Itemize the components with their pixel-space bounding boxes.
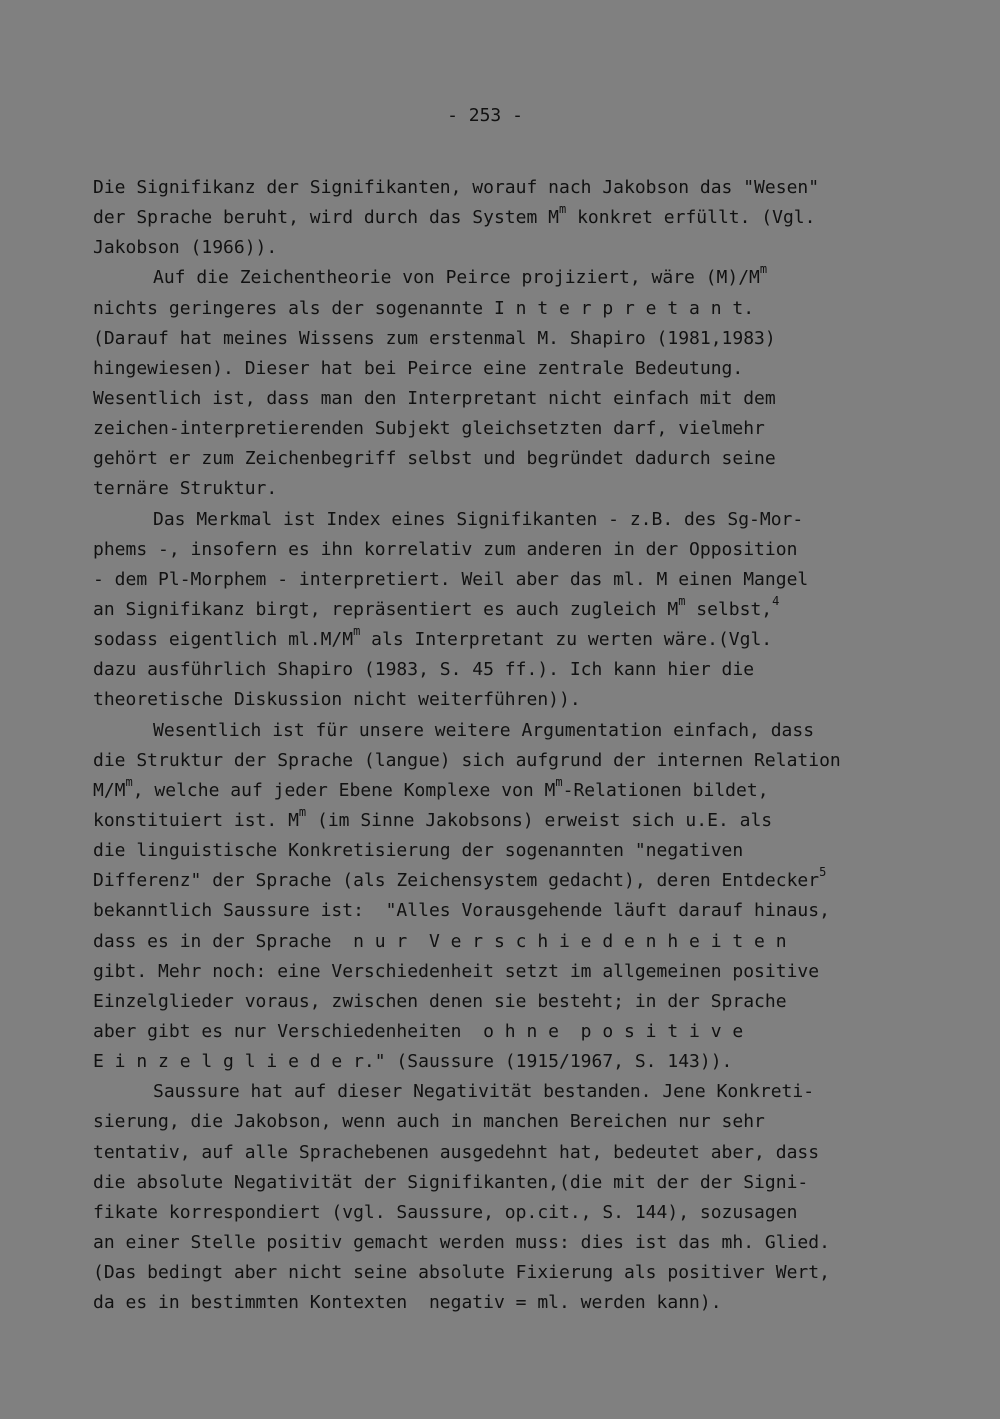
text-line: [93, 927, 953, 957]
text-run: die linguistische Konkretisierung der sogenannten "negativen: [93, 840, 744, 862]
text-run: (Das bedingt aber nicht seine absolute Fixierung als positiver Wert,: [93, 1262, 830, 1284]
text-line: [93, 1288, 953, 1318]
text-run: sodass eigentlich ml.M/M: [93, 629, 354, 651]
superscript: m: [298, 804, 307, 819]
text-run: , welche auf jeder Ebene Komplexe von M: [132, 779, 556, 801]
text-run: dass es in der Sprache n u r V e r s c h i e d e n h e i t e n: [93, 930, 787, 952]
text-line: [93, 1077, 953, 1107]
text-run: aber gibt es nur Verschiedenheiten o h n e p o s i t i v e: [93, 1020, 744, 1042]
text-line: [93, 836, 953, 866]
text-run: ternäre Struktur.: [93, 478, 278, 500]
text-run: Das Merkmal ist Index eines Signifikanten - z.B. des Sg-Mor-: [153, 508, 804, 530]
text-line: [93, 896, 953, 926]
text-line: [93, 685, 953, 715]
text-run: an Signifikanz birgt, repräsentiert es auch zugleich M: [93, 598, 679, 620]
text-line: [93, 354, 953, 384]
superscript: m: [555, 774, 563, 789]
text-run: konkret erfüllt. (Vgl.: [566, 207, 816, 229]
text-run: phems -, insofern es ihn korrelativ zum anderen in der Opposition: [93, 538, 798, 560]
text-line: [93, 474, 953, 504]
text-line: [93, 505, 953, 535]
text-line: [93, 625, 953, 655]
text-line: [93, 746, 953, 776]
superscript: 4: [772, 593, 780, 608]
text-line: [93, 414, 953, 444]
text-line: [93, 324, 953, 354]
text-run: E i n z e l g l i e d e r." (Saussure (1915/1967, S. 143)).: [93, 1051, 733, 1073]
text-run: nichts geringeres als der sogenannte I n t e r p r e t a n t.: [93, 297, 755, 319]
text-run: selbst,: [685, 598, 773, 620]
text-run: Jakobson (1966)).: [93, 237, 278, 259]
text-run: da es in bestimmten Kontexten negativ = ml. werden kann).: [93, 1292, 722, 1314]
text-run: die Struktur der Sprache (langue) sich aufgrund der internen Relation: [93, 749, 841, 771]
text-run: Die Signifikanz der Signifikanten, worauf nach Jakobson das "Wesen": [93, 177, 820, 198]
text-run: Saussure hat auf dieser Negativität bestanden. Jene Konkreti-: [153, 1081, 815, 1103]
text-run: konstituiert ist. M: [93, 809, 299, 831]
superscript: 5: [819, 865, 827, 880]
text-run: -Relationen bildet,: [562, 779, 769, 801]
superscript: m: [559, 202, 567, 217]
text-line: [93, 1047, 953, 1077]
text-run: die absolute Negativität der Signifikanten,(die mit der der Signi-: [93, 1171, 809, 1193]
superscript: m: [125, 774, 133, 789]
text-run: hingewiesen). Dieser hat bei Peirce eine zentrale Bedeutung.: [93, 357, 744, 379]
text-line: [93, 595, 953, 625]
text-run: Einzelglieder voraus, zwischen denen sie besteht; in der Sprache: [93, 990, 787, 1012]
text-line: [93, 233, 953, 263]
text-run: - dem Pl-Morphem - interpretiert. Weil aber das ml. M einen Mangel: [93, 568, 809, 590]
text-run: Differenz" der Sprache (als Zeichensystem gedacht), deren Entdecker: [93, 870, 820, 892]
text-line: [93, 957, 953, 987]
text-run: als Interpretant zu werten wäre.(Vgl.: [360, 629, 773, 651]
text-run: Wesentlich ist für unsere weitere Argumentation einfach, dass: [153, 719, 815, 741]
body-text: [93, 173, 953, 1318]
text-run: Auf die Zeichentheorie von Peirce projiziert, wäre (M)/M: [153, 267, 760, 289]
text-line: [93, 655, 953, 685]
text-run: tentativ, auf alle Sprachebenen ausgedehnt hat, bedeutet aber, dass: [93, 1141, 820, 1163]
text-line: [93, 1168, 953, 1198]
text-line: [93, 535, 953, 565]
text-run: M/M: [93, 779, 126, 801]
text-line: [93, 1258, 953, 1288]
text-line: [93, 565, 953, 595]
text-line: [93, 1198, 953, 1228]
text-line: [93, 1138, 953, 1168]
text-line: [93, 173, 953, 203]
text-run: fikate korrespondiert (vgl. Saussure, op.cit., S. 144), sozusagen: [93, 1201, 798, 1223]
text-line: [93, 1107, 953, 1137]
superscript: m: [353, 624, 361, 639]
superscript: m: [678, 593, 686, 608]
page-number: - 253 -: [447, 105, 523, 126]
text-run: (Darauf hat meines Wissens zum erstenmal M. Shapiro (1981,1983): [93, 327, 776, 349]
text-line: [93, 866, 953, 896]
text-run: dazu ausführlich Shapiro (1983, S. 45 ff.). Ich kann hier die: [93, 659, 755, 681]
text-run: bekanntlich Saussure ist: "Alles Vorausgehende läuft darauf hinaus,: [93, 900, 830, 922]
text-run: gehört er zum Zeichenbegriff selbst und begründet dadurch seine: [93, 448, 776, 470]
text-run: zeichen-interpretierenden Subjekt gleichsetzten darf, vielmehr: [93, 418, 765, 440]
text-line: [93, 444, 953, 474]
text-line: [93, 806, 953, 836]
superscript: m: [759, 262, 768, 277]
text-run: gibt. Mehr noch: eine Verschiedenheit setzt im allgemeinen positive: [93, 960, 820, 982]
text-line: [93, 716, 953, 746]
text-run: Wesentlich ist, dass man den Interpretant nicht einfach mit dem: [93, 387, 776, 409]
text-line: [93, 203, 953, 233]
text-line: [93, 384, 953, 414]
text-run: (im Sinne Jakobsons) erweist sich u.E. als: [306, 809, 773, 831]
text-line: [93, 776, 953, 806]
text-line: [93, 294, 953, 324]
text-run: theoretische Diskussion nicht weiterführen)).: [93, 689, 581, 711]
text-line: [93, 1017, 953, 1047]
text-run: an einer Stelle positiv gemacht werden muss: dies ist das mh. Glied.: [93, 1231, 830, 1253]
text-line: [93, 1228, 953, 1258]
text-line: [93, 263, 953, 293]
text-line: [93, 987, 953, 1017]
text-run: sierung, die Jakobson, wenn auch in manchen Bereichen nur sehr: [93, 1111, 765, 1133]
text-run: der Sprache beruht, wird durch das System M: [93, 207, 559, 229]
